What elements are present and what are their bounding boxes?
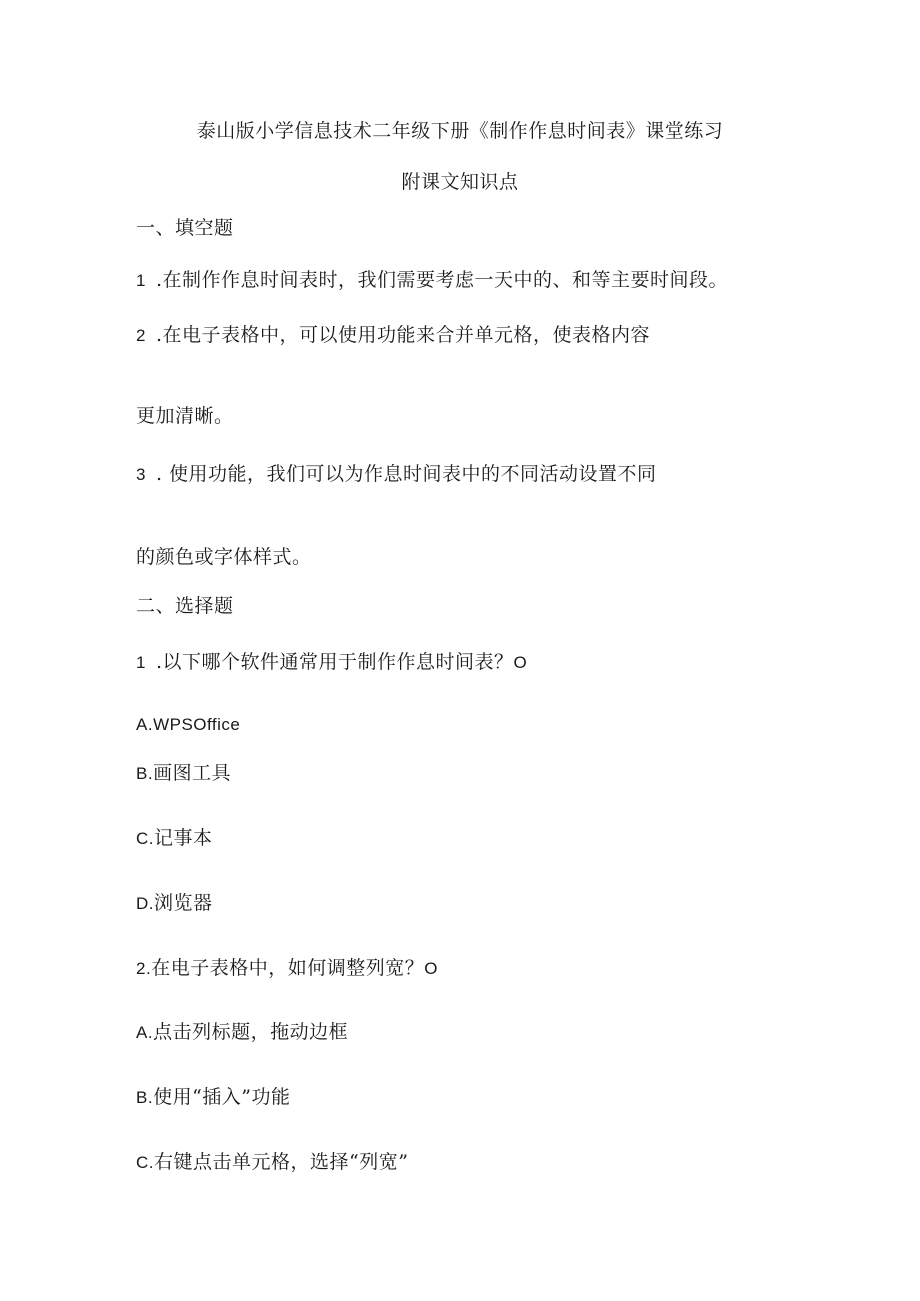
option-text: 浏览器 [154,892,213,914]
choice-2-option-b [136,1085,291,1110]
option-text: 点击列标题，拖动边框 [153,1021,349,1043]
question-tail: O [424,959,438,978]
option-letter: C. [136,1153,154,1172]
question-text: 在电子表格中，如何调整列宽？ [151,957,425,979]
fill-question-2 [136,323,650,348]
option-text: WPSOffice [153,715,241,734]
section-heading-choice: 二、选择题 [136,595,234,617]
option-letter: A. [136,715,154,734]
choice-2-option-c [136,1150,408,1175]
choice-1-option-a [136,712,240,737]
fill-question-3-continuation: 的颜色或字体样式。 [136,546,312,568]
option-text: 右键点击单元格，选择“列宽” [154,1151,409,1173]
option-letter: D. [136,894,154,913]
question-text: . 使用功能，我们可以为作息时间表中的不同活动设置不同 [155,463,657,485]
question-tail: O [513,653,528,672]
question-number: 1 [136,653,146,672]
option-letter: B. [136,1088,154,1107]
question-number: 1 [136,271,146,290]
document-subtitle: 附课文知识点 [401,171,519,193]
choice-question-1 [136,650,527,675]
fill-question-2-continuation: 更加清晰。 [136,405,234,427]
option-text: 记事本 [154,827,213,849]
document-title: 泰山版小学信息技术二年级下册《制作作息时间表》课堂练习 [196,120,724,142]
option-text: 使用“插入”功能 [153,1086,291,1108]
option-letter: A. [136,1023,154,1042]
fill-question-3 [136,462,657,487]
question-number: 2 [136,326,146,345]
question-text: .在制作作息时间表时，我们需要考虑一天中的、和等主要时间段。 [155,269,729,291]
choice-2-option-a [136,1020,348,1045]
choice-question-2 [136,956,438,981]
section-heading-fill-in: 一、填空题 [136,217,234,239]
question-number: 3 [136,465,146,484]
question-text: .在电子表格中，可以使用功能来合并单元格，使表格内容 [155,324,651,346]
fill-question-1 [136,268,728,293]
choice-1-option-b [136,761,231,786]
choice-1-option-d [136,891,213,916]
question-text: .以下哪个软件通常用于制作作息时间表？ [155,651,514,673]
question-number: 2. [136,959,152,978]
option-text: 画图工具 [153,762,232,784]
choice-1-option-c [136,826,213,851]
option-letter: B. [136,764,154,783]
option-letter: C. [136,829,154,848]
